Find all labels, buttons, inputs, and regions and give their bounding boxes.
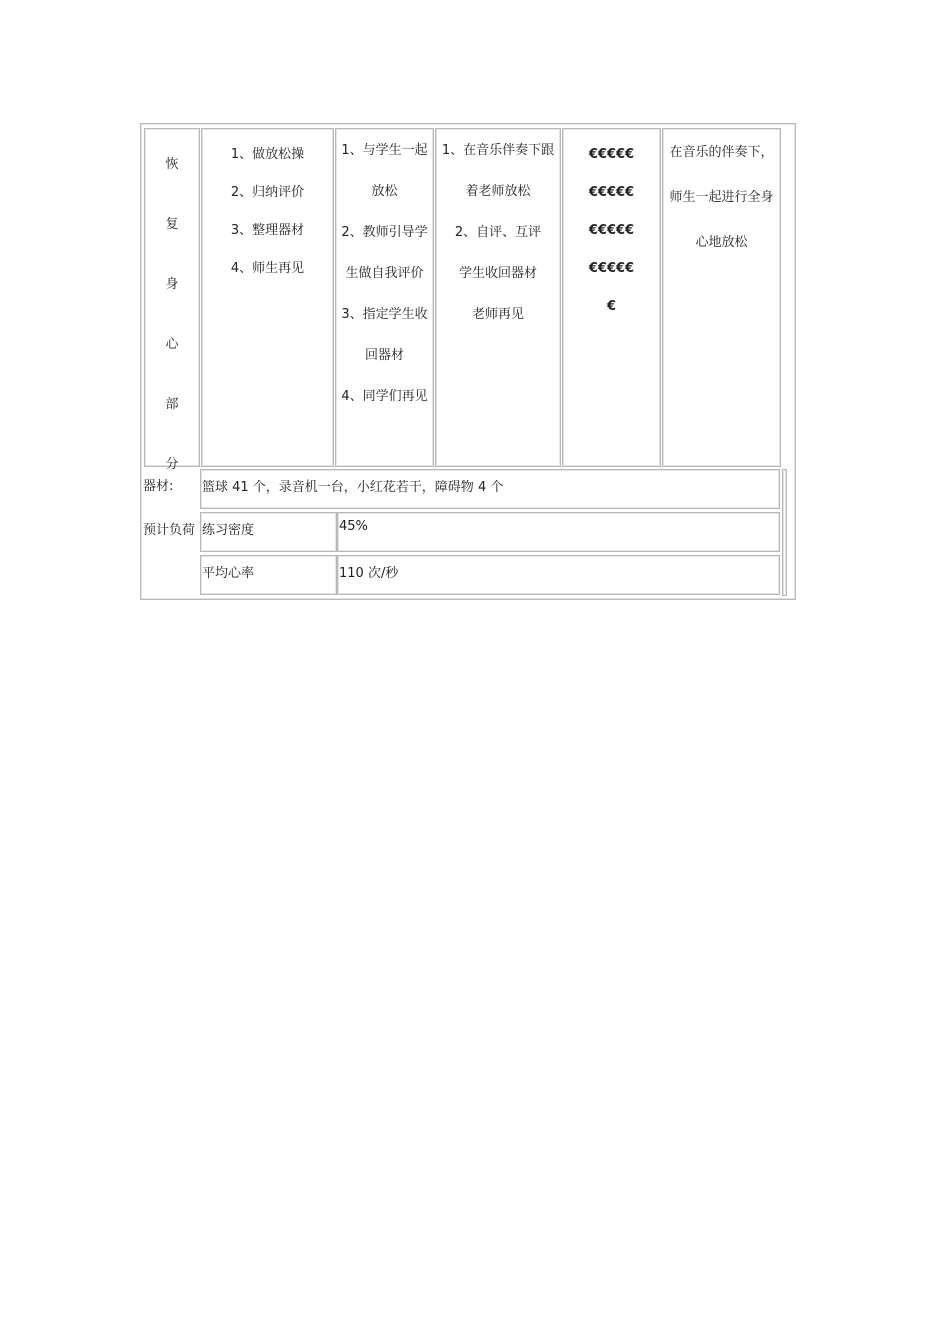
list-item: 2、教师引导学 bbox=[341, 225, 428, 240]
list-item: 生做自我评价 bbox=[345, 266, 424, 281]
list-item: 学生收回器材 bbox=[458, 266, 537, 281]
section-title-char: 分 bbox=[165, 457, 179, 472]
list-item: 4、师生再见 bbox=[230, 261, 305, 276]
notes-text bbox=[663, 130, 780, 265]
list-item: 4、同学们再见 bbox=[341, 389, 428, 404]
section-title bbox=[145, 135, 199, 495]
density-label: 练习密度 bbox=[202, 523, 255, 538]
notes-line: 在音乐的伴奏下， bbox=[669, 145, 774, 160]
content-cell bbox=[201, 128, 334, 467]
equipment-value-cell bbox=[200, 469, 780, 509]
formation-row: €€€€€ bbox=[588, 261, 635, 276]
notes-line: 师生一起进行全身 bbox=[669, 190, 774, 205]
notes-line: 心地放松 bbox=[695, 235, 748, 250]
section-title-char: 心 bbox=[165, 337, 179, 352]
section-title-char: 身 bbox=[165, 277, 179, 292]
density-value-cell bbox=[337, 512, 780, 552]
heart-rate-label-cell bbox=[200, 555, 337, 595]
list-item: 着老师放松 bbox=[465, 184, 531, 199]
equipment-label: 器材: bbox=[143, 479, 174, 494]
list-item: 老师再见 bbox=[471, 307, 524, 322]
organization-cell bbox=[562, 128, 661, 467]
density-value: 45% bbox=[339, 519, 368, 534]
heart-rate-label: 平均心率 bbox=[202, 566, 255, 581]
list-item: 回器材 bbox=[364, 348, 404, 363]
student-activity-list bbox=[436, 130, 560, 335]
load-label: 预计负荷 bbox=[143, 523, 196, 538]
section-title-char: 恢 bbox=[165, 157, 179, 172]
formation-row: €€€€€ bbox=[588, 147, 635, 162]
list-item: 1、与学生一起 bbox=[341, 143, 428, 158]
lesson-plan-table bbox=[140, 123, 796, 600]
section-title-char: 部 bbox=[165, 397, 179, 412]
formation-row: €€€€€ bbox=[588, 223, 635, 238]
student-activity-cell bbox=[435, 128, 561, 467]
notes-cell bbox=[662, 128, 781, 467]
list-item: 放松 bbox=[371, 184, 398, 199]
list-item: 2、自评、互评 bbox=[454, 225, 542, 240]
section-title-cell bbox=[144, 128, 200, 472]
formation-row: €€€€€ bbox=[588, 185, 635, 200]
heart-rate-value: 110 次/秒 bbox=[339, 566, 399, 581]
list-item: 1、做放松操 bbox=[230, 147, 305, 162]
teacher-activity-list bbox=[336, 130, 433, 417]
section-title-char: 复 bbox=[165, 217, 179, 232]
content-list bbox=[202, 136, 333, 288]
list-item: 3、指定学生收 bbox=[341, 307, 428, 322]
equipment-value: 篮球 41 个，录音机一台，小红花若干，障碍物 4 个 bbox=[202, 480, 504, 495]
teacher-activity-cell bbox=[335, 128, 434, 467]
formation-row: € bbox=[606, 299, 617, 314]
right-edge-column bbox=[782, 469, 787, 596]
list-item: 1、在音乐伴奏下跟 bbox=[441, 143, 555, 158]
organization-formation bbox=[563, 136, 660, 326]
list-item: 3、整理器材 bbox=[230, 223, 305, 238]
list-item: 2、归纳评价 bbox=[230, 185, 305, 200]
heart-rate-value-cell bbox=[337, 555, 780, 595]
density-label-cell bbox=[200, 512, 337, 552]
